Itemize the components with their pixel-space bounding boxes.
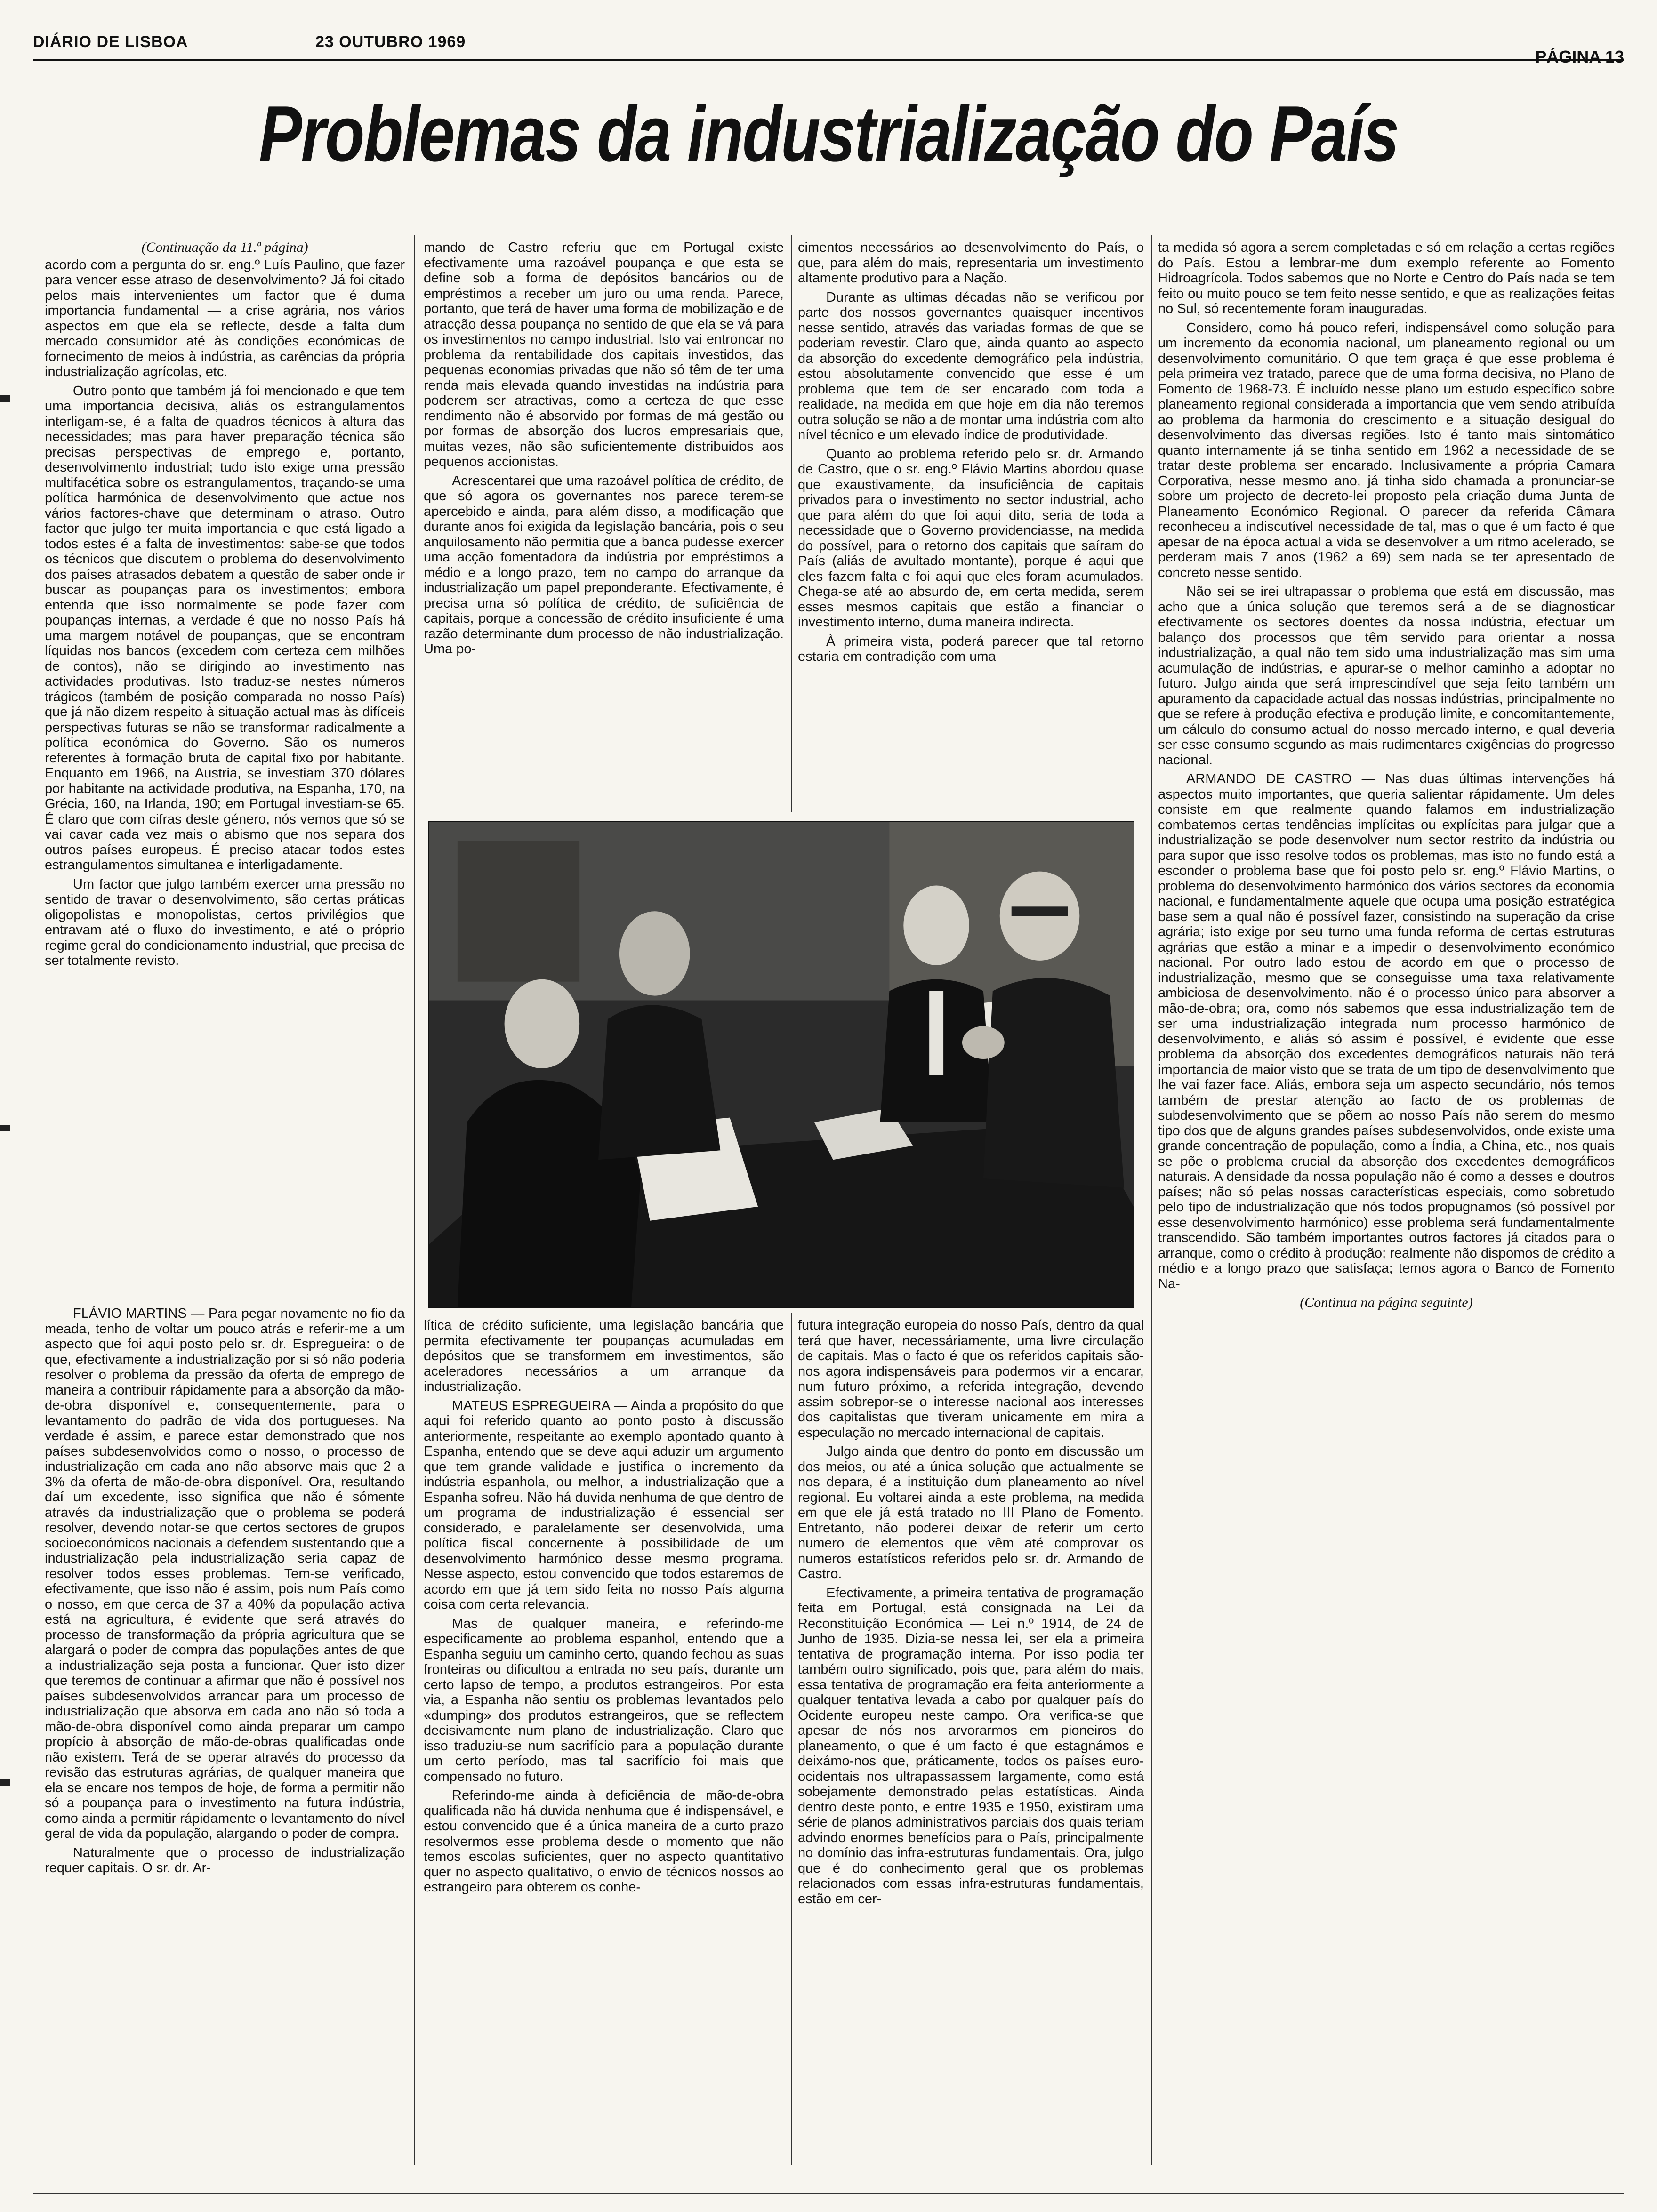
margin-mark [0,1125,10,1131]
news-photo [428,821,1134,1308]
column-rule [791,235,792,812]
paragraph: Durante as ultimas décadas não se verificou por parte dos nossos governantes quaisquer incentivos nesse sentido, através das variadas formas de que se poderiam revestir. Claro que, ainda quanto ao aspecto da absorção do excedente demográfico pela indústria, estou absolutamente convencido que esse é um problema que tem de ser encarado com toda a realidade, na medida em que hoje em dia não teremos outra solução se não a de montar uma indústria com alto nível técnico e um elevado índice de produtividade. [798,289,1144,442]
page-header [33,28,1624,66]
paragraph: FLÁVIO MARTINS — Para pegar novamente no fio da meada, tenho de voltar um pouco atrás e referir-me a um aspecto que foi aqui posto pelo sr. dr. Espregueira: o de que, efectivamente a industrialização por si só não poderia resolver o problema da pressão da oferta de emprego de maneira a contribuir rápidamente para a absorção da mão-de-obra disponível e, consequentemente, para o levantamento do padrão de vida dos portugueses. Na verdade é assim, e parece estar demonstrado que nos países subdesenvolvidos como o nosso, o processo de industrialização em cada ano não absorve mais que 2 a 3% da oferta de mão-de-obra disponível. Ora, resultando daí um excedente, isso significa que não é sómente através da industrialização que o problema se poderá resolver, devendo notar-se que certos sectores de grupos socioeconómicos nacionais a defendem sustentando que a industrialização pela industrialização seria capaz de resolver todos esses problemas. Tem-se verificado, efectivamente, que isso não é assim, pois num País como o nosso, em que cerca de 37 a 40% da população activa está na agricultura, é evidente que será através do processo de transformação da própria agricultura que se alargará o poder de compra das populações antes de que a industrialização seja posta a funcionar. Quer isto dizer que teremos de continuar a afirmar que não é possível nos países subdesenvolvidos arrancar para um processo de industrialização que absorva em cada ano não só toda a mão-de-obra disponível como ainda preparar um campo propício à absorção de mão-de-obras qualificadas onde não existem. Terá de se operar através do processo da revisão das estruturas agrárias, de qualquer maneira que ela se encare nos tempos de hoje, de forma a permitir não só a poupança para o investimento na futura indústria, como ainda a permitir rápidamente o levantamento do nível geral de vida da população, alargando o poder de compra. [45,1306,405,1841]
paragraph: Julgo ainda que dentro do ponto em discussão um dos meios, ou até a única solução que actualmente se nos depara, é a instituição dum planeamento ao nível regional. Eu voltarei ainda a este problema, na medida em que ele já está tratado no III Plano de Fomento. Entretanto, não poderei deixar de referir um certo numero de elementos que vêm até comprovar os numeros estatísticos referidos pelo sr. dr. Armando de Castro. [798,1444,1144,1581]
headline: Problemas da industrialização do País [258,89,1399,178]
column-1-top [45,240,405,1301]
column-2-bottom [424,1318,784,2186]
newspaper-name: DIÁRIO DE LISBOA [33,33,188,51]
continuation-note: (Continua na página seguinte) [1300,1295,1473,1310]
paragraph: acordo com a pergunta do sr. eng.º Luís Paulino, que fazer para vencer esse atraso de desenvolvimento? Já foi citado pelos mais intervenientes um factor que é duma importancia fundamental — a crise agrária, nos vários aspectos em que ela se reflecte, desde a falta dum mercado consumidor até às condições económicas de fornecimento de meios à indústria, as carências da própria industrialização agrícolas, etc. [45,257,405,379]
paragraph: Quanto ao problema referido pelo sr. dr. Armando de Castro, que o sr. eng.º Flávio Martins abordou quase que exaustivamente, da insuficiência de capitais privados para o investimento no sector industrial, acho que para além do que foi aqui dito, seria de toda a necessidade que o Governo providenciasse, na medida do possível, para o retorno dos capitais que saíram do País (aliás de avultado montante), porque é aqui que eles fazem falta e foi aqui que eles foram acumulados. Chega-se até ao absurdo de, em certa medida, serem esses mesmos capitais que estão a financiar o investimento interno, duma maneira indirecta. [798,446,1144,630]
paragraph: Acrescentarei que uma razoável política de crédito, de que só agora os governantes nos parece terem-se apercebido e ainda, para além disso, a modificação que durante anos foi exigida da legislação bancária, pois o seu anquilosamento não permitia que a banca pudesse exercer uma acção fomentadora da indústria por empréstimos a médio e a longo prazo, tem no campo do arranque da industrialização um papel preponderante. Efectivamente, é precisa uma só política de crédito, de suficiência de capitais, porque a concessão de crédito insuficiente é uma razão determinante dum processo de não industrialização. Uma po- [424,473,784,657]
paragraph: Efectivamente, a primeira tentativa de programação feita em Portugal, está consignada na Lei da Reconstituição Económica — Lei n.º 1914, de 24 de Junho de 1935. Dizia-se nessa lei, ser ela a primeira tentativa de programação interna. Por isso podia ter também outro significado, pois que, para além do mais, essa tentativa de programação era feita anteriormente a qualquer tentativa levada a cabo por qualquer país do Ocidente europeu neste campo. Ora verifica-se que apesar de nós nos arvorarmos em pioneiros do planeamento, o que é um facto é que estagnámos e deixámo-nos que, práticamente, todos os países euro-ocidentais nos ultrapassassem largamente, como está sobejamente demonstrado pelas estatísticas. Ainda dentro deste ponto, e entre 1935 e 1950, existiram uma série de planos administrativos parciais dos quais teriam advindo enormes benefícios para o País, principalmente no domínio das infra-estruturas fundamentais. Ora, julgo que é do conhecimento geral que os problemas relacionados com essas infra-estruturas fundamentais, estão em cer- [798,1585,1144,1907]
paragraph: Referindo-me ainda à deficiência de mão-de-obra qualificada não há duvida nenhuma que é indispensável, e estou convencido que é a única maneira de a curto prazo resolvermos esse problema desde o momento que não temos escolas suficientes, quer no aspecto quantitativo quer no aspecto qualitativo, o envio de técnicos nossos ao estrangeiro para obterem os conhe- [424,1788,784,1895]
margin-mark [0,1779,10,1786]
paragraph: cimentos necessários ao desenvolvimento do País, o que, para além do mais, representaria um investimento altamente produtivo para a Nação. [798,240,1144,286]
margin-mark [0,395,10,402]
column-2-top [424,240,784,819]
photo-illustration [429,822,1134,1307]
paragraph: Não sei se irei ultrapassar o problema que está em discussão, mas acho que a única solução que teremos será a de se diagnosticar efectivamente os sectores doentes da nossa indústria, efectuar um balanço dos processos que têm servido para orientar a nossa industrialização, a qual não tem sido uma industrialização mas sim uma acumulação de indústrias, e apurar-se o melhor caminho a adoptar no futuro. Julgo ainda que será imprescindível que seja feito também um apuramento da capacidade actual das nossas indústrias, principalmente no que se refere à produção efectiva e produção limite, e concomitantemente, um cálculo do consumo actual do nosso mercado interno, e qual deveria ser esse consumo segundo as mais rudimentares exigências do progresso nacional. [1158,584,1615,768]
column-rule [1151,235,1152,2165]
paragraph: MATEUS ESPREGUEIRA — Ainda a propósito do que aqui foi referido quanto ao ponto posto à discussão anteriormente, respeitante ao exemplo apontado quanto à Espanha, entendo que se deve aqui aduzir um argumento que tem grande validade e justifica o incremento da indústria espanhola, ou melhor, a industrialização que a Espanha sofreu. Não há duvida nenhuma de que dentro de um programa de industrialização é essencial ser considerado, e paralelamente ser desenvolvida, uma política fiscal concernente à possibilidade de um desenvolvimento harmónico desse mesmo programa. Nesse aspecto, estou convencido que todos estaremos de acordo em que já tem sido feita no nosso País alguma coisa com certa relevancia. [424,1398,784,1612]
paragraph: ta medida só agora a serem completadas e só em relação a certas regiões do País. Estou a lembrar-me dum exemplo referente ao Fomento Hidroagrícola. Todos sabemos que no Norte e Centro do País nada se tem feito ou muito pouco se tem feito nesse sentido, e que as realizações feitas no Sul, só recentemente foram inauguradas. [1158,240,1615,316]
paragraph: Naturalmente que o processo de industrialização requer capitais. O sr. dr. Ar- [45,1845,405,1875]
column-rule [791,1313,792,2165]
paragraph: Outro ponto que também já foi mencionado e que tem uma importancia decisiva, aliás os estrangulamentos interligam-se, é a falta de quadros técnicos à altura das necessidades; mas para haver preparação técnica são precisas perspectivas de emprego e, portanto, desenvolvimento industrial; tudo isto exige uma pressão multifacética sobre os estrangulamentos, traçando-se uma política harmónica de desenvolvimento que actue nos vários factores-chave que determinam o atraso. Outro factor que julgo ter muita importancia e que está ligado a todos estes é a falta de investimentos: sabe-se que todos os técnicos que discutem o problema do desenvolvimento dos países atrasados debatem a questão de saber onde ir buscar as poupanças para os investimentos; embora entenda que isso normalmente se pode fazer com poupanças internas, a verdade é que no nosso País há uma margem notável de poupanças, que se encontram líquidas nos bancos (excedem com certeza cem milhões de contos), não se dirigindo ao investimento nas actividades produtivas. Isto traduz-se nestes números trágicos (também de posição comparada no nosso País) que já não dizem respeito à situação actual mas às difíceis perspectivas futuras se não se transformar radicalmente a política económica do Governo. São os numeros referentes à formação bruta de capital fixo por habitante. Enquanto em 1966, na Austria, se investiam 370 dólares por habitante na actividade produtiva, na Espanha, 170, na Grécia, 160, na Irlanda, 190; em Portugal investiam-se 65. É claro que com cifras deste género, nós vemos que só se vai cavar cada vez mais o abismo que nos separa dos outros países europeus. É preciso atacar todos estes estrangulamentos simultanea e interligadamente. [45,383,405,873]
paragraph: À primeira vista, poderá parecer que tal retorno estaria em contradição com uma [798,633,1144,664]
paragraph: Considero, como há pouco referi, indispensável como solução para um incremento da economia nacional, um planeamento regional ou um desenvolvimento comunitário. O que tem graça é que esse problema é pela primeira vez tratado, parece que de uma forma decisiva, no Plano de Fomento de 1968-73. É incluído nesse plano um estudo específico sobre planeamento regional considerada a importancia que vem sendo atribuída ao problema da harmonia do crescimento e a situação desigual do desenvolvimento das diversas regiões. Isto é tanto mais sintomático quanto internamente já se tinha sentido em 1962 a necessidade de se tratar deste problema ser encarado. Inclusivamente a própria Camara Corporativa, nesse mesmo ano, já tinha sido chamada a pronunciar-se sobre um projecto de decreto-lei proposto pela criação duma Junta de Planeamento Económico Regional. O parecer da referida Câmara reconheceu a indiscutível necessidade de tal, mas o que é um facto é que apesar de na época actual a vida se desenvolver a um ritmo acelerado, se perderam mais 7 anos (1962 a 69) sem nada se ter apresentado de concreto nesse sentido. [1158,320,1615,580]
issue-date: 23 OUTUBRO 1969 [315,33,466,51]
paragraph: Um factor que julgo também exercer uma pressão no sentido de travar o desenvolvimento, são certas práticas oligopolistas e monopolistas, certos privilégios que entravam até o fluxo do investimento, e até o próprio regime geral do condicionamento industrial, que precisa de ser totalmente revisto. [45,876,405,968]
column-rule [414,235,415,2165]
paragraph: mando de Castro referiu que em Portugal existe efectivamente uma razoável poupança e que esta se define sob a forma de depósitos bancários ou de empréstimos a receber um juro ou uma renda. Parece, portanto, que terá de haver uma forma de mobilização e de atracção dessa poupança no sentido de que ela se vá para os investimentos no campo industrial. Isto vai entroncar no problema da rentabilidade dos capitais investidos, das pequenas economias privadas que não só têm de ter uma renda mais elevada quando investidas na indústria para poderem ser atractivas, como a certeza de que esse rendimento não é absorvido por formas de má gestão ou por formas de absorção dos lucros empresariais que, muitas vezes, não são suficientemente distribuidos aos pequenos accionistas. [424,240,784,469]
page-number: PÁGINA 13 [1535,47,1624,66]
column-1-bottom [45,1306,405,2186]
column-3-top [798,240,1144,819]
column-3-bottom [798,1318,1144,2186]
bottom-rule [33,2193,1624,2194]
continuation-note: (Continuação da 11.ª página) [141,240,308,255]
paragraph: Mas de qualquer maneira, e referindo-me especificamente ao problema espanhol, entendo que a Espanha seguiu um caminho certo, quando fechou as suas fronteiras ou dificultou a entrada no seu país, durante um certo lapso de tempo, a produtos estrangeiros. Por esta via, a Espanha não sentiu os problemas levantados pelo «dumping» dos produtos estrangeiros, que se reflectem decisivamente num plano de industrialização. Claro que isso traduziu-se num sacrifício para a população durante um certo período, mas tal sacrifício foi mais que compensado no futuro. [424,1616,784,1784]
paragraph: lítica de crédito suficiente, uma legislação bancária que permita efectivamente ter poupanças acumuladas em depósitos que se transformem em investimentos, são aceleradores necessários a um arranque da industrialização. [424,1318,784,1394]
paragraph: ARMANDO DE CASTRO — Nas duas últimas intervenções há aspectos muito importantes, que queria salientar rápidamente. Um deles consiste em que realmente quando falamos em industrialização combatemos certas tendências implícitas ou explícitas para julgar que a industrialização se pode desenvolver num sector restrito da indústria ou para supor que isso resolve todos os problemas, mas isto no fundo está a esconder o problema base que foi posto pelo sr. eng.º Flávio Martins, o problema do desenvolvimento harmónico dos vários sectores da economia nacional, e fundamentalmente aquele que ocupa uma posição estratégica base sem a qual não é possível fazer, consistindo na superação da crise agrária; isto exige por seu turno uma funda reforma de certas estruturas agrárias que estão a minar e a impedir o desenvolvimento económico nacional. Por outro lado estou de acordo em que o processo de industrialização, mesmo que se conseguisse uma taxa relativamente ambiciosa de desenvolvimento, não é o processo único para absorver a mão-de-obra; ora, como nós sabemos que essa industrialização tem de ser uma industrialização integrada num processo harmónico de desenvolvimento, e aliás só assim é possível, é evidente que esse problema da absorção dos excedentes demográficos naturais não terá importancia de maior visto que se trata de um tipo de desenvolvimento que lhe vai fazer face. Aliás, embora seja um aspecto secundário, nós temos também de prestar atenção ao facto de os problemas de subdesenvolvimento que se põem ao nosso País não serem do mesmo tipo dos que de alguns grandes países subdesenvolvidos, onde existe uma grande concentração de população, como a Índia, a China, etc., nos quais se põe o problema crucial da absorção dos excedentes demográficos naturais. A densidade da nossa população não é como a desses e doutros países; não só pelas nossas características especiais, como sobretudo pelo tipo de industrialização que nós todos propugnamos (só possível por esse desenvolvimento harmónico) esse problema será fundamentalmente transcendido. São também importantes outros factores já citados para o arranque, como o crédito à produção; realmente não dispomos de crédito a médio e a longo prazo que satisfaça; temos agora o Banco de Fomento Na- [1158,771,1615,1291]
column-4 [1158,240,1615,2184]
paragraph: futura integração europeia do nosso País, dentro da qual terá que haver, necessáriamente, uma livre circulação de capitais. Mas o facto é que os referidos capitais são-nos agora indispensáveis para podermos vir a encarar, num futuro próximo, a referida integração, devendo assim sobrepor-se o interesse nacional aos interesses dos capitalistas que tiveram unicamente em mira a especulação no mercado internacional de capitais. [798,1318,1144,1440]
